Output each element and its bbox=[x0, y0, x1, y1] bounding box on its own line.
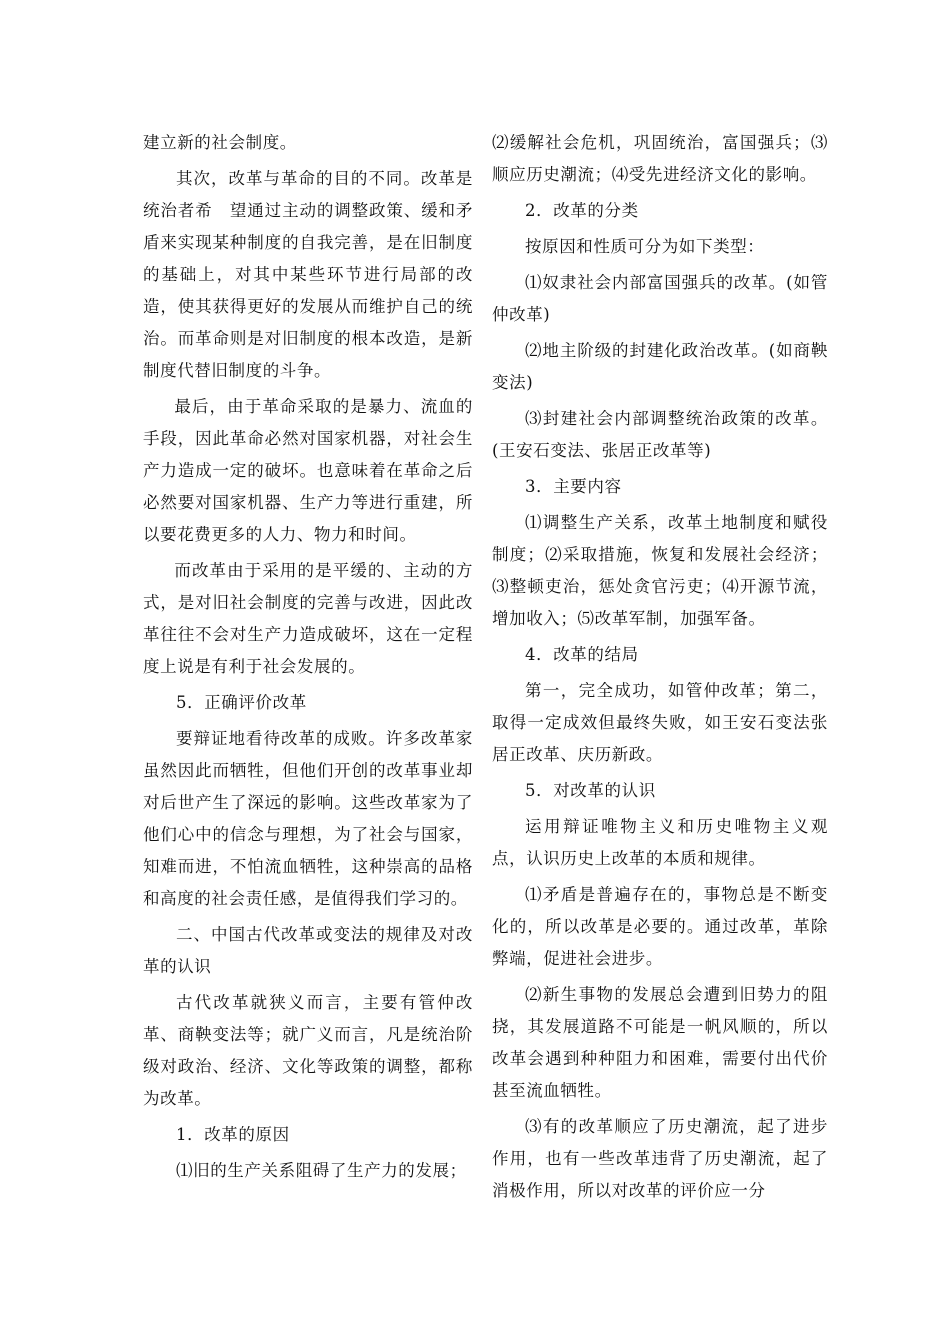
paragraph: ⑶封建社会内部调整统治政策的改革。(王安石变法、张居正改革等) bbox=[492, 409, 828, 460]
paragraph: 运用辩证唯物主义和历史唯物主义观点，认识历史上改革的本质和规律。 bbox=[492, 817, 828, 868]
paragraph: 第一，完全成功，如管仲改革；第二，取得一定成效但最终失败，如王安石变法张居正改革、庆历新政。 bbox=[492, 681, 828, 764]
left-column bbox=[143, 127, 473, 1191]
right-column bbox=[492, 127, 828, 1211]
paragraph: 古代改革就狭义而言，主要有管仲改革、商鞅变法等；就广义而言，凡是统治阶级对政治、经济、文化等政策的调整，都称为改革。 bbox=[143, 993, 473, 1108]
section-heading: 5．对改革的认识 bbox=[525, 781, 656, 800]
paragraph: 建立新的社会制度。 bbox=[143, 133, 297, 152]
paragraph: ⑶有的改革顺应了历史潮流，起了进步作用，也有一些改革违背了历史潮流，起了消极作用，所以对改革的评价应一分 bbox=[492, 1117, 828, 1200]
paragraph: ⑵缓解社会危机，巩固统治，富国强兵；⑶顺应历史潮流；⑷受先进经济文化的影响。 bbox=[492, 133, 828, 184]
paragraph: ⑴奴隶社会内部富国强兵的改革。(如管仲改革) bbox=[492, 273, 828, 324]
paragraph: 按原因和性质可分为如下类型： bbox=[525, 237, 765, 256]
paragraph: 最后，由于革命采取的是暴力、流血的手段，因此革命必然对国家机器，对社会生产力造成一定的破坏。也意味着在革命之后必然要对国家机器、生产力等进行重建，所以要花费更多的人力、物力和时间。 bbox=[143, 397, 473, 544]
paragraph: ⑴矛盾是普遍存在的，事物总是不断变化的，所以改革是必要的。通过改革，革除弊端，促进社会进步。 bbox=[492, 885, 828, 968]
paragraph: 其次，改革与革命的目的不同。改革是统治者希 望通过主动的调整政策、缓和矛盾来实现某种制度的自我完善，是在旧制度的基础上，对其中某些环节进行局部的改造，使其获得更好的发展从而维护自己的统治。而革命则是对旧制度的根本改造，是新制度代替旧制度的斗争。 bbox=[143, 169, 473, 380]
section-heading: 2．改革的分类 bbox=[525, 201, 639, 220]
section-heading: 5．正确评价改革 bbox=[176, 693, 307, 712]
paragraph: ⑴旧的生产关系阻碍了生产力的发展； bbox=[176, 1161, 467, 1180]
paragraph: 而改革由于采用的是平缓的、主动的方式，是对旧社会制度的完善与改进，因此改革往往不会对生产力造成破坏，这在一定程度上说是有利于社会发展的。 bbox=[143, 561, 473, 676]
paragraph: ⑵地主阶级的封建化政治改革。(如商鞅变法) bbox=[492, 341, 828, 392]
section-heading: 二、中国古代改革或变法的规律及对改革的认识 bbox=[143, 925, 473, 976]
paragraph: ⑵新生事物的发展总会遭到旧势力的阻挠，其发展道路不可能是一帆风顺的，所以改革会遇到种种阻力和困难，需要付出代价甚至流血牺牲。 bbox=[492, 985, 828, 1100]
section-heading: 4．改革的结局 bbox=[525, 645, 639, 664]
section-heading: 1．改革的原因 bbox=[176, 1125, 290, 1144]
paragraph: ⑴调整生产关系，改革土地制度和赋役制度；⑵采取措施，恢复和发展社会经济；⑶整顿吏治，惩处贪官污吏；⑷开源节流，增加收入；⑸改革军制，加强军备。 bbox=[492, 513, 828, 628]
paragraph: 要辩证地看待改革的成败。许多改革家虽然因此而牺牲，但他们开创的改革事业却对后世产生了深远的影响。这些改革家为了他们心中的信念与理想，为了社会与国家，知难而进，不怕流血牺牲，这种崇高的品格和高度的社会责任感，是值得我们学习的。 bbox=[143, 729, 473, 908]
section-heading: 3．主要内容 bbox=[525, 477, 622, 496]
